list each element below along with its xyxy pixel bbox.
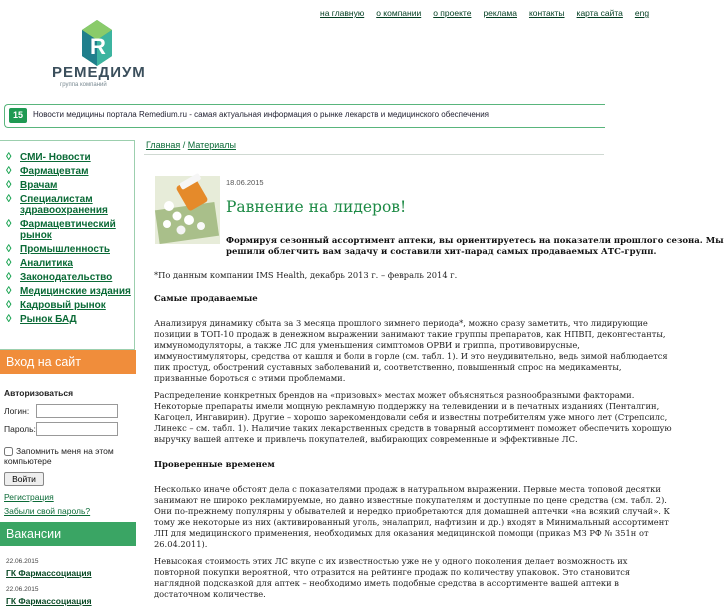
sidebar-link[interactable]: Рынок БАД bbox=[20, 314, 77, 325]
leaf-bullet-icon: ◊ bbox=[6, 151, 12, 163]
main-content bbox=[140, 140, 724, 600]
forgot-password-link[interactable]: Забыли свой пароль? bbox=[4, 506, 91, 516]
article-paragraph: Несколько иначе обстоят дела с показателями продаж в натуральном выражении. Первые места топовой десятки занимают не широко рекламируемые, но давно известные покупателям и доступные по цене средства (см. табл. 2). Они по-прежнему популярны у обывателей и нередко приобретаются для домашней аптечки «на всякий случай». К тому же некоторые из них (активированный уголь, эналаприл, нафтизин и др.) входят в Минимальный ассортимент ЛП для медицинского применения, необходимых для оказания медицинской помощи (приказ МЗ РФ № 351н от 26.04.2011). bbox=[154, 484, 670, 549]
sidebar-link[interactable]: СМИ- Новости bbox=[20, 152, 91, 163]
nav-about-company[interactable]: о компании bbox=[376, 8, 422, 18]
article-date: 18.06.2015 bbox=[226, 178, 264, 187]
leaf-bullet-icon: ◊ bbox=[6, 257, 12, 269]
article-paragraph: Распределение конкретных брендов на «призовых» местах может объясняться разнообразными факторами. Некоторые препараты имели мощную рекламную поддержку на телевидении и в печатных изданиях (Пенталгин, Кагоцел, Ингавирин). Другие – хорошо зарекомендовали себя и известны потребителям уже много лет (Стрепсилс, Линекс – см. табл. 1). Наличие таких лекарственных средств в товарный ассортимент поможет обеспечить хорошую выручку вашей аптеке и привлечь покупателей, выбирающих современные и эффективные ЛС. bbox=[154, 390, 672, 444]
remember-checkbox[interactable] bbox=[4, 447, 13, 456]
sidebar-item bbox=[0, 219, 134, 241]
sidebar-link[interactable]: Промышленность bbox=[20, 244, 110, 255]
leaf-bullet-icon: ◊ bbox=[6, 165, 12, 177]
news-bar bbox=[4, 104, 605, 128]
article-lead: Формируя сезонный ассортимент аптеки, вы ориентируетесь на показатели прошлого сезона. Мы решили облегчить вам задачу и составили хит-парад самых продаваемых АТС-групп. bbox=[226, 236, 724, 257]
article-paragraph: Анализируя динамику сбыта за 3 месяца прошлого зимнего периода*, можно сразу заметить, что лидирующие позиции в ТОП-10 продаж в денежном выражении занимают такие группы препаратов, как НПВП, деконгестанты, иммуномодуляторы, а также ЛС для уменьшения симптомов ОРВИ и гриппа, противовирусные, иммуностимуляторы, средства от кашля и боли в горле (см. табл. 1). И это неудивительно, ведь зимой наблюдается пик простуд, обострений суставных заболеваний и, соответственно, повышенный спрос на медикаменты, призванные бороться с этими проблемами. bbox=[154, 318, 668, 383]
password-input[interactable] bbox=[36, 422, 118, 436]
sidebar-item bbox=[0, 180, 134, 191]
vacancy-date: 22.06.2015 bbox=[6, 558, 39, 565]
nav-sitemap[interactable]: карта сайта bbox=[576, 8, 623, 18]
sidebar-link[interactable]: Законодательство bbox=[20, 272, 113, 283]
login-header: Вход на сайт bbox=[0, 350, 136, 374]
site-header bbox=[0, 0, 650, 92]
leaf-bullet-icon: ◊ bbox=[6, 243, 12, 255]
sidebar-item bbox=[0, 314, 134, 325]
nav-home[interactable]: на главную bbox=[320, 8, 365, 18]
breadcrumb-section[interactable]: Материалы bbox=[187, 140, 236, 150]
nav-about-project[interactable]: о проекте bbox=[433, 8, 472, 18]
leaf-bullet-icon: ◊ bbox=[6, 179, 12, 191]
section-heading: Самые продаваемые bbox=[154, 294, 258, 304]
sidebar-item bbox=[0, 272, 134, 283]
remember-label: Запомнить меня на этом компьютере bbox=[4, 446, 114, 467]
nav-english[interactable]: eng bbox=[634, 8, 650, 18]
sidebar-link[interactable]: Медицинские издания bbox=[20, 286, 131, 297]
password-label: Пароль: bbox=[4, 424, 36, 434]
vacancy-link[interactable]: ГК Фармассоциация bbox=[6, 568, 92, 578]
sidebar-link[interactable]: Врачам bbox=[20, 180, 58, 191]
brand-name: РЕМЕДИУМ bbox=[52, 64, 146, 81]
remember-me bbox=[4, 446, 130, 466]
sidebar-item bbox=[0, 166, 134, 177]
article-title: Равнение на лидеров! bbox=[226, 198, 407, 216]
article-paragraph: Невысокая стоимость этих ЛС вкупе с их известностью уже не у одного поколения делает возможность их повторной покупки вероятной, что отразится на рейтинге продаж по количеству упаковок. Это становится наглядной подсказкой для аптек – необходимо иметь подобные средства в ассортименте вашей аптеки в достаточном количестве. bbox=[154, 556, 631, 599]
sidebar-link[interactable]: Фармацевтический рынок bbox=[20, 219, 116, 241]
leaf-bullet-icon: ◊ bbox=[6, 285, 12, 297]
sidebar-item bbox=[0, 152, 134, 163]
sidebar-item bbox=[0, 194, 134, 216]
nav-contacts[interactable]: контакты bbox=[528, 8, 565, 18]
sidebar-item bbox=[0, 300, 134, 311]
brand-subtitle: группа компаний bbox=[60, 82, 107, 88]
leaf-bullet-icon: ◊ bbox=[6, 193, 12, 205]
sidebar-link[interactable]: Кадровый рынок bbox=[20, 300, 106, 311]
breadcrumb-home[interactable]: Главная bbox=[146, 140, 181, 150]
sidebar bbox=[0, 140, 136, 606]
login-button[interactable]: Войти bbox=[4, 472, 44, 486]
section-heading: Проверенные временем bbox=[154, 460, 275, 470]
leaf-bullet-icon: ◊ bbox=[6, 299, 12, 311]
vacancies-header: Вакансии bbox=[0, 522, 136, 546]
sidebar-item bbox=[0, 244, 134, 255]
vacancy-date: 22.06.2015 bbox=[6, 586, 39, 593]
register-link[interactable]: Регистрация bbox=[4, 492, 54, 502]
article-image-pills-icon bbox=[155, 176, 220, 244]
svg-text:R: R bbox=[90, 34, 106, 59]
sidebar-item bbox=[0, 286, 134, 297]
login-input[interactable] bbox=[36, 404, 118, 418]
breadcrumb bbox=[146, 140, 236, 150]
breadcrumb-separator: / bbox=[180, 140, 188, 150]
login-title: Авторизоваться bbox=[4, 388, 74, 398]
news-bar-text[interactable]: Новости медицины портала Remedium.ru - самая актуальная информация о рынке лекарств и медицинского обеспечения bbox=[33, 110, 490, 119]
article-footnote: *По данным компании IMS Health, декабрь 2013 г. – февраль 2014 г. bbox=[154, 270, 458, 280]
sidebar-menu bbox=[0, 140, 135, 350]
leaf-bullet-icon: ◊ bbox=[6, 218, 12, 230]
breadcrumb-divider bbox=[144, 154, 604, 155]
top-navigation bbox=[320, 8, 661, 18]
leaf-bullet-icon: ◊ bbox=[6, 313, 12, 325]
sidebar-link[interactable]: Фармацевтам bbox=[20, 166, 89, 177]
leaf-bullet-icon: ◊ bbox=[6, 271, 12, 283]
sidebar-item bbox=[0, 258, 134, 269]
login-label: Логин: bbox=[4, 406, 30, 416]
sidebar-link[interactable]: Специалистам здравоохранения bbox=[20, 194, 108, 216]
news-calendar-icon: 15 bbox=[9, 108, 27, 123]
sidebar-link[interactable]: Аналитика bbox=[20, 258, 73, 269]
nav-advertising[interactable]: реклама bbox=[483, 8, 517, 18]
vacancy-link[interactable]: ГК Фармассоциация bbox=[6, 596, 92, 606]
